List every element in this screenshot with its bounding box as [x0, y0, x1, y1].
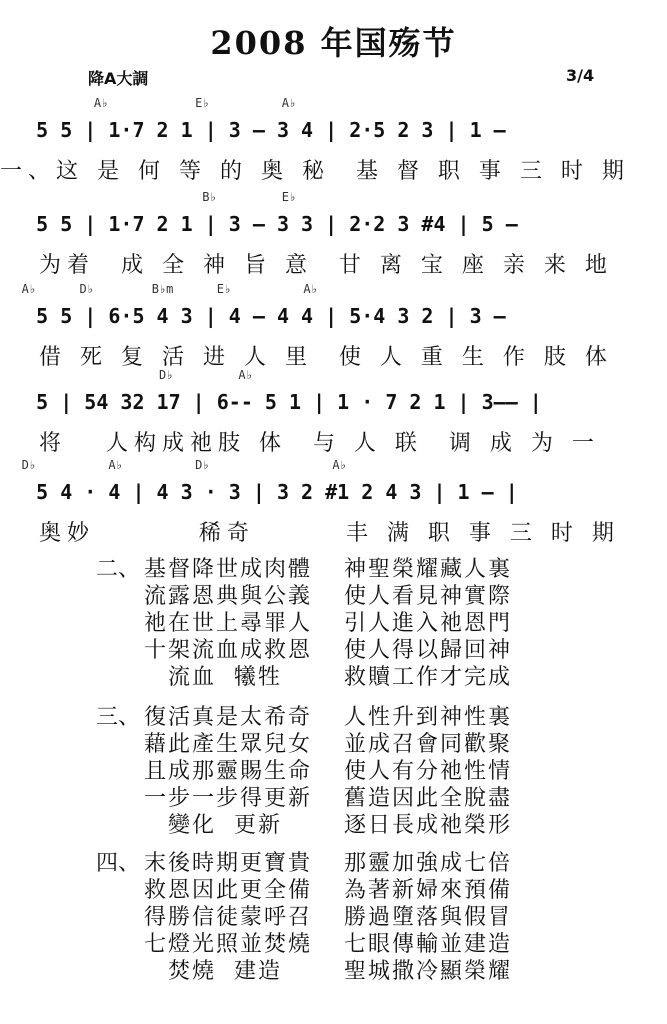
stanza-line-left: 救恩因此更全備: [144, 878, 313, 903]
stanza-line-right: 人性升到神性裏: [344, 705, 513, 730]
stanza-line-left: 末後時期更寶貴: [144, 851, 313, 876]
score-system: [0, 190, 667, 282]
stanza-line-left: 復活真是太希奇: [144, 705, 313, 730]
stanza-line-right: 使人得以歸回神: [344, 638, 513, 663]
score-system: [0, 282, 667, 374]
notation-line: 5 5 | 1·7 2 1 | 3 — 3 4 | 2·5 2 3 | 1 —: [0, 118, 506, 142]
chord-line: D♭ A♭: [0, 368, 253, 382]
lyric-line: 借 死 复 活 进 人 里 使 人 重 生 作 肢 体: [0, 345, 613, 370]
stanza-line-right: 七眼傳輸並建造: [344, 932, 513, 957]
lyric-line: 为着 成 全 神 旨 意 甘 离 宝 座 亲 来 地: [0, 253, 613, 278]
stanza-line-right: 引人進入祂恩門: [344, 611, 513, 636]
stanza-line-left: 變化 更新: [168, 813, 282, 838]
chord-line: A♭ E♭ A♭: [0, 96, 297, 110]
stanza-line-right: 為著新婦來預備: [344, 878, 513, 903]
stanza-line-left: 祂在世上尋罪人: [144, 611, 313, 636]
lyric-line: 将 人构成祂肢 体 与 人 联 调 成 为 一: [0, 431, 600, 456]
chord-line: D♭ A♭ D♭ A♭: [0, 458, 347, 472]
stanza: [0, 552, 667, 692]
score-system: [0, 96, 667, 188]
stanza-line-right: 使人看見神實際: [344, 584, 513, 609]
score-system: [0, 458, 667, 550]
stanza-line-right: 那靈加強成七倍: [344, 851, 513, 876]
stanza-line-right: 舊造因此全脫盡: [344, 786, 513, 811]
chord-line: B♭ E♭: [0, 190, 297, 204]
stanza-line-left: 得勝信徒蒙呼召: [144, 905, 313, 930]
stanza-line-left: 流血 犧牲: [168, 665, 282, 690]
stanza-line-left: 七燈光照並焚燒: [144, 932, 313, 957]
stanza-line-right: 勝過墮落與假冒: [344, 905, 513, 930]
page-title: 2008 年国殇节: [210, 24, 457, 62]
time-signature: 3/4: [566, 66, 595, 85]
key-signature: 降A大調: [88, 69, 149, 88]
chord-line: A♭ D♭ B♭m E♭ A♭: [0, 282, 318, 296]
stanza-line-right: 逐日長成祂榮形: [344, 813, 513, 838]
notation-line: 5 5 | 1·7 2 1 | 3 — 3 3 | 2·2 3 #4 | 5 —: [0, 212, 518, 236]
stanza-line-right: 聖城撒冷顯榮耀: [344, 959, 513, 984]
stanza-line-right: 救贖工作才完成: [344, 665, 513, 690]
stanza-line-left: 十架流血成救恩: [144, 638, 313, 663]
stanza-line-left: 焚燒 建造: [168, 959, 282, 984]
stanza-line-left: 且成那靈賜生命: [144, 759, 313, 784]
stanza-number: 四、: [96, 851, 141, 876]
stanza: [0, 700, 667, 840]
stanza-line-right: 神聖榮耀藏人裏: [344, 557, 513, 582]
stanza-line-left: 一步一步得更新: [144, 786, 313, 811]
score-system: [0, 368, 667, 460]
lyric-line: 奥妙 稀奇 丰 满 职 事 三 时 期: [0, 521, 620, 546]
stanza-number: 二、: [96, 557, 141, 582]
notation-line: 5 4 · 4 | 4 3 · 3 | 3 2 #1 2 4 3 | 1 — |: [0, 480, 518, 504]
notation-line: 5 | 54 32 17 | 6-- 5 1 | 1 · 7 2 1 | 3—— |: [0, 390, 542, 414]
lyric-line: 一、这 是 何 等 的 奥 秘 基 督 职 事 三 时 期: [0, 159, 630, 184]
stanza-line-right: 並成召會同歡聚: [344, 732, 513, 757]
stanza-line-left: 基督降世成肉體: [144, 557, 313, 582]
stanza-line-left: 藉此產生眾兒女: [144, 732, 313, 757]
notation-line: 5 5 | 6·5 4 3 | 4 — 4 4 | 5·4 3 2 | 3 —: [0, 304, 506, 328]
stanza-line-left: 流露恩典與公義: [144, 584, 313, 609]
stanza: [0, 846, 667, 986]
stanza-number: 三、: [96, 705, 141, 730]
stanza-line-right: 使人有分祂性情: [344, 759, 513, 784]
